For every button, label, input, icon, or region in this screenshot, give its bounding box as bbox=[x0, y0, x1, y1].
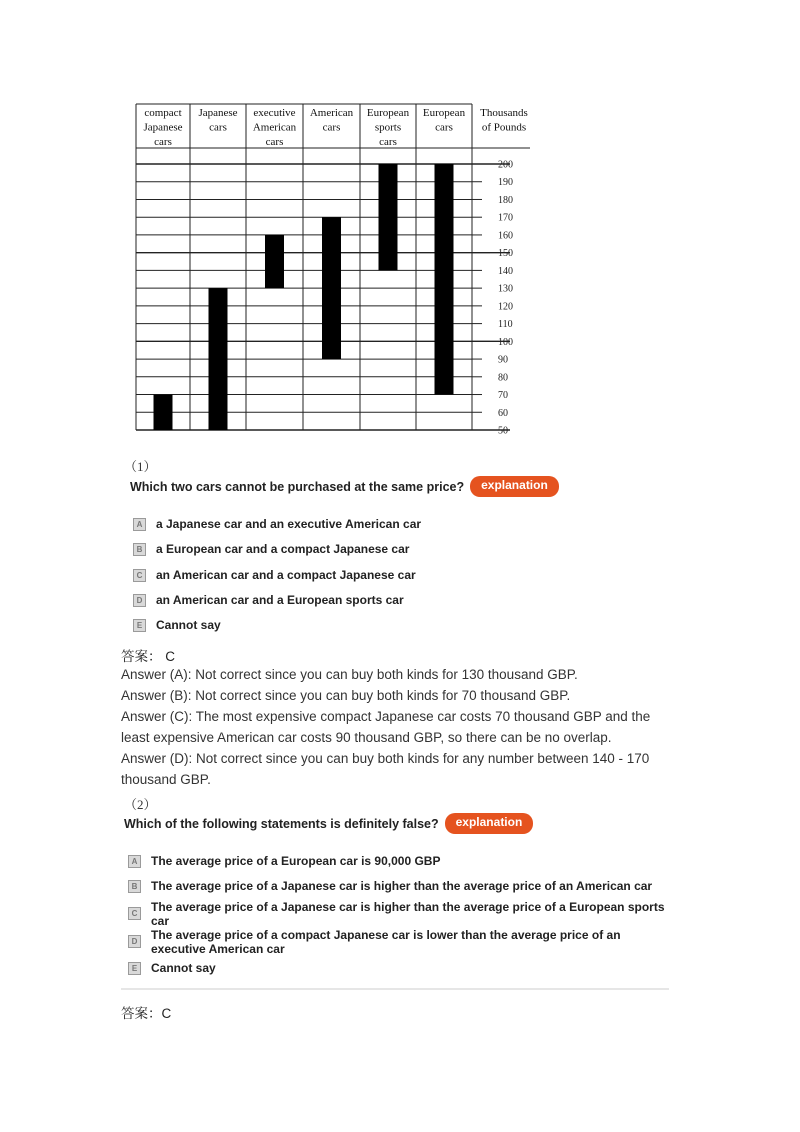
column-header-text: cars bbox=[265, 136, 284, 148]
tick-label: 120 bbox=[498, 301, 513, 313]
answer-label: 答案： C bbox=[121, 649, 175, 664]
tick-label: 110 bbox=[498, 319, 513, 331]
range-bar bbox=[379, 164, 398, 270]
option-letter-badge: A bbox=[128, 855, 141, 868]
option-a[interactable] bbox=[128, 854, 440, 868]
range-bar bbox=[154, 395, 173, 430]
tick-label: 60 bbox=[498, 407, 508, 419]
axis-header-text: Thousands bbox=[480, 107, 528, 119]
explanation-line: Answer (D): Not correct since you can buy both kinds for any number between 140 - 170 thousand GBP. bbox=[121, 751, 650, 787]
question-1-line bbox=[130, 476, 559, 497]
range-bar bbox=[209, 288, 228, 430]
option-letter-badge: E bbox=[128, 962, 141, 975]
answer-label: 答案：C bbox=[121, 1006, 172, 1021]
option-text: a Japanese car and an executive American car bbox=[156, 517, 422, 531]
option-letter-badge: A bbox=[133, 518, 146, 531]
column-header-text: European bbox=[422, 107, 466, 119]
range-bar bbox=[265, 235, 284, 288]
option-text: The average price of a compact Japanese car is lower than the average price of an executive American car bbox=[151, 928, 621, 956]
question-number: （1） bbox=[124, 459, 157, 474]
question-2-text: Which of the following statements is definitely false? bbox=[124, 816, 439, 831]
question-1-text: Which two cars cannot be purchased at the same price? bbox=[130, 479, 465, 494]
tick-label: 160 bbox=[498, 230, 513, 242]
range-bar bbox=[322, 217, 341, 359]
column-header-text: cars bbox=[209, 121, 227, 134]
option-letter-badge: E bbox=[133, 619, 146, 632]
option-letter-badge: B bbox=[128, 880, 141, 893]
column-header-text: cars bbox=[322, 121, 341, 134]
option-text: Cannot say bbox=[151, 961, 216, 975]
tick-label: 70 bbox=[498, 390, 508, 402]
option-letter-badge: B bbox=[133, 543, 146, 556]
option-text: a European car and a compact Japanese car bbox=[156, 542, 410, 556]
option-a[interactable] bbox=[133, 517, 421, 531]
option-text: The average price of a European car is 90,000 GBP bbox=[151, 854, 441, 868]
tick-label: 130 bbox=[498, 283, 513, 295]
option-text: The average price of a Japanese car is higher than the average price of a European sports car bbox=[151, 900, 665, 928]
tick-label: 170 bbox=[498, 212, 513, 224]
option-letter-badge: D bbox=[133, 594, 146, 607]
tick-label: 50 bbox=[498, 425, 508, 437]
tick-label: 200 bbox=[498, 159, 513, 171]
question-2-line bbox=[124, 813, 533, 834]
column-header-text: sports bbox=[374, 121, 402, 134]
column-header-text: European bbox=[366, 107, 410, 119]
axis-header-text: of Pounds bbox=[481, 121, 527, 134]
question-number: （2） bbox=[124, 797, 157, 812]
price-range-chart bbox=[130, 100, 540, 440]
range-bar bbox=[435, 164, 454, 395]
option-d[interactable] bbox=[133, 593, 404, 607]
explanation-button[interactable]: explanation bbox=[470, 476, 559, 497]
option-e[interactable] bbox=[128, 961, 216, 975]
column-header-text: Japanese bbox=[143, 121, 183, 134]
tick-label: 180 bbox=[498, 194, 513, 206]
column-header-text: compact bbox=[144, 107, 182, 119]
column-header-text: American bbox=[252, 121, 297, 134]
explanation-line: Answer (C): The most expensive compact Japanese car costs 70 thousand GBP and the least expensive American car costs 90 thousand GBP, so there can be no overlap. bbox=[121, 709, 651, 745]
option-b[interactable] bbox=[133, 542, 409, 556]
divider bbox=[121, 988, 669, 990]
tick-label: 190 bbox=[498, 177, 513, 189]
column-header-text: cars bbox=[435, 121, 453, 134]
column-header-text: Japanese bbox=[198, 107, 238, 119]
option-d[interactable] bbox=[128, 928, 638, 956]
option-text: an American car and a European sports car bbox=[156, 593, 404, 607]
option-c[interactable] bbox=[128, 900, 673, 928]
explanation-line: Answer (B): Not correct since you can buy both kinds for 70 thousand GBP. bbox=[121, 688, 571, 703]
option-text: an American car and a compact Japanese car bbox=[156, 568, 416, 582]
option-b[interactable] bbox=[128, 879, 652, 893]
option-letter-badge: C bbox=[133, 569, 146, 582]
tick-label: 140 bbox=[498, 265, 513, 277]
tick-label: 90 bbox=[498, 354, 508, 366]
column-header-text: cars bbox=[154, 136, 172, 148]
option-text: The average price of a Japanese car is higher than the average price of an American car bbox=[151, 879, 653, 893]
tick-label: 150 bbox=[498, 248, 513, 260]
option-text: Cannot say bbox=[156, 618, 221, 632]
tick-label: 80 bbox=[498, 372, 508, 384]
option-c[interactable] bbox=[133, 568, 416, 582]
column-header-text: American bbox=[309, 107, 354, 119]
column-header-text: executive bbox=[253, 107, 296, 119]
tick-label: 100 bbox=[498, 336, 513, 348]
option-e[interactable] bbox=[133, 618, 221, 632]
column-header-text: cars bbox=[379, 136, 397, 148]
explanation-line: Answer (A): Not correct since you can buy both kinds for 130 thousand GBP. bbox=[121, 667, 578, 682]
option-letter-badge: D bbox=[128, 935, 141, 948]
option-letter-badge: C bbox=[128, 907, 141, 920]
explanation-button[interactable]: explanation bbox=[445, 813, 534, 834]
